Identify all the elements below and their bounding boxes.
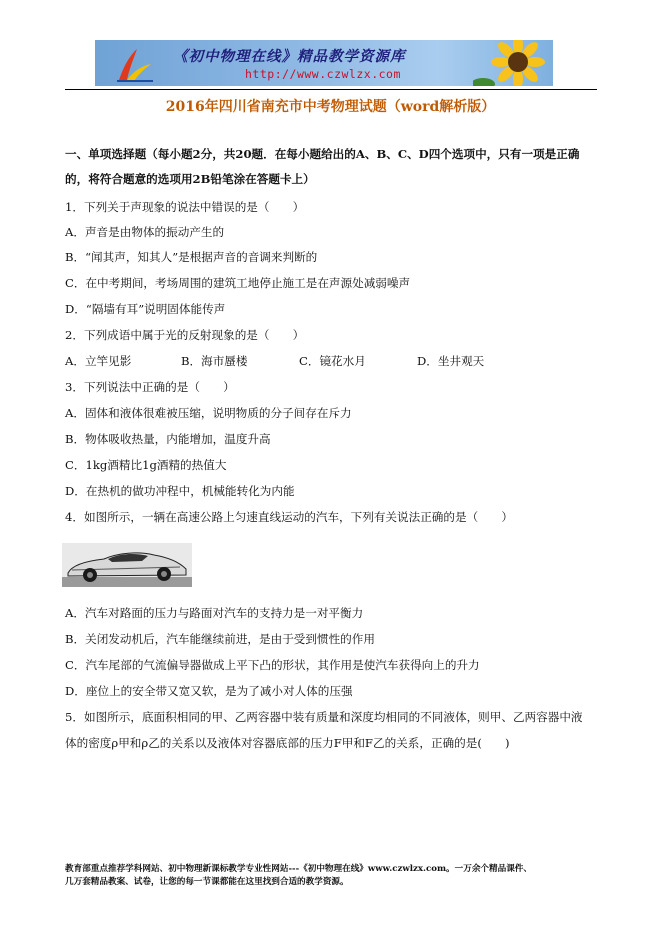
q3-option-a: A．固体和液体很难被压缩，说明物质的分子间存在斥力: [65, 406, 352, 420]
q1-option-b: B．“闻其声，知其人”是根据声音的音调来判断的: [65, 250, 318, 264]
header-banner: [95, 40, 553, 86]
q4-option-c: C．汽车尾部的气流偏导器做成上平下凸的形状，其作用是使汽车获得向上的升力: [65, 658, 480, 672]
q3-option-d: D．在热机的做功冲程中，机械能转化为内能: [65, 484, 295, 498]
footer-line1: 教育部重点推荐学科网站、初中物理新课标教学专业性网站---《初中物理在线》www.czwlzx.com。一万余个精品课件、: [65, 864, 532, 874]
section-heading-line2: 的，将符合题意的选项用2B铅笔涂在答题卡上）: [65, 172, 315, 186]
section-heading-line1: 一、单项选择题（每小题2分，共20题．在每小题给出的A、B、C、D四个选项中，只有一项是正确: [65, 147, 580, 161]
q1-option-c: C．在中考期间，考场周围的建筑工地停止施工是在声源处减弱噪声: [65, 276, 411, 290]
q1-stem: 1．下列关于声现象的说法中错误的是（ ）: [65, 200, 305, 214]
q4-option-a: A．汽车对路面的压力与路面对汽车的支持力是一对平衡力: [65, 606, 364, 620]
q2-stem: 2．下列成语中属于光的反射现象的是（ ）: [65, 328, 305, 342]
q4-option-d: D．座位上的安全带又宽又软，是为了减小对人体的压强: [65, 684, 353, 698]
q3-option-c: C．1kg酒精比1g酒精的热值大: [65, 458, 227, 472]
header-rule: [65, 89, 597, 90]
race-car-image: [62, 543, 192, 587]
q2-options-row: [65, 354, 484, 369]
site-logo-icon: [115, 46, 155, 82]
q1-option-d: D．“隔墙有耳”说明固体能传声: [65, 302, 226, 316]
banner-url[interactable]: http://www.czwlzx.com: [245, 67, 401, 81]
q2-option-c: C．镜花水月: [299, 354, 366, 368]
q4-option-b: B．关闭发动机后，汽车能继续前进，是由于受到惯性的作用: [65, 632, 375, 646]
q5-stem-line2: 体的密度ρ甲和ρ乙的关系以及液体对容器底部的压力F甲和F乙的关系，正确的是( ): [65, 736, 510, 750]
q2-option-d: D．坐井观天: [417, 354, 485, 368]
footer-line2: 几万套精品教案、试卷，让您的每一节课都能在这里找到合适的教学资源。: [65, 877, 349, 887]
banner-title: 《初中物理在线》精品教学资源库: [173, 48, 406, 65]
q4-stem: 4．如图所示，一辆在高速公路上匀速直线运动的汽车，下列有关说法正确的是（ ）: [65, 510, 513, 524]
q3-stem: 3．下列说法中正确的是（ ）: [65, 380, 235, 394]
q3-option-b: B．物体吸收热量，内能增加，温度升高: [65, 432, 271, 446]
q5-stem-line1: 5．如图所示，底面积相同的甲、乙两容器中装有质量和深度均相同的不同液体，则甲、乙两容器中液: [65, 710, 583, 724]
q1-option-a: A．声音是由物体的振动产生的: [65, 225, 225, 239]
q2-option-a: A．立竿见影: [65, 354, 132, 368]
sunflower-icon: [473, 40, 553, 86]
q2-option-b: B．海市蜃楼: [181, 354, 248, 368]
page-title: 2016年四川省南充市中考物理试题（word解析版）: [165, 99, 496, 115]
